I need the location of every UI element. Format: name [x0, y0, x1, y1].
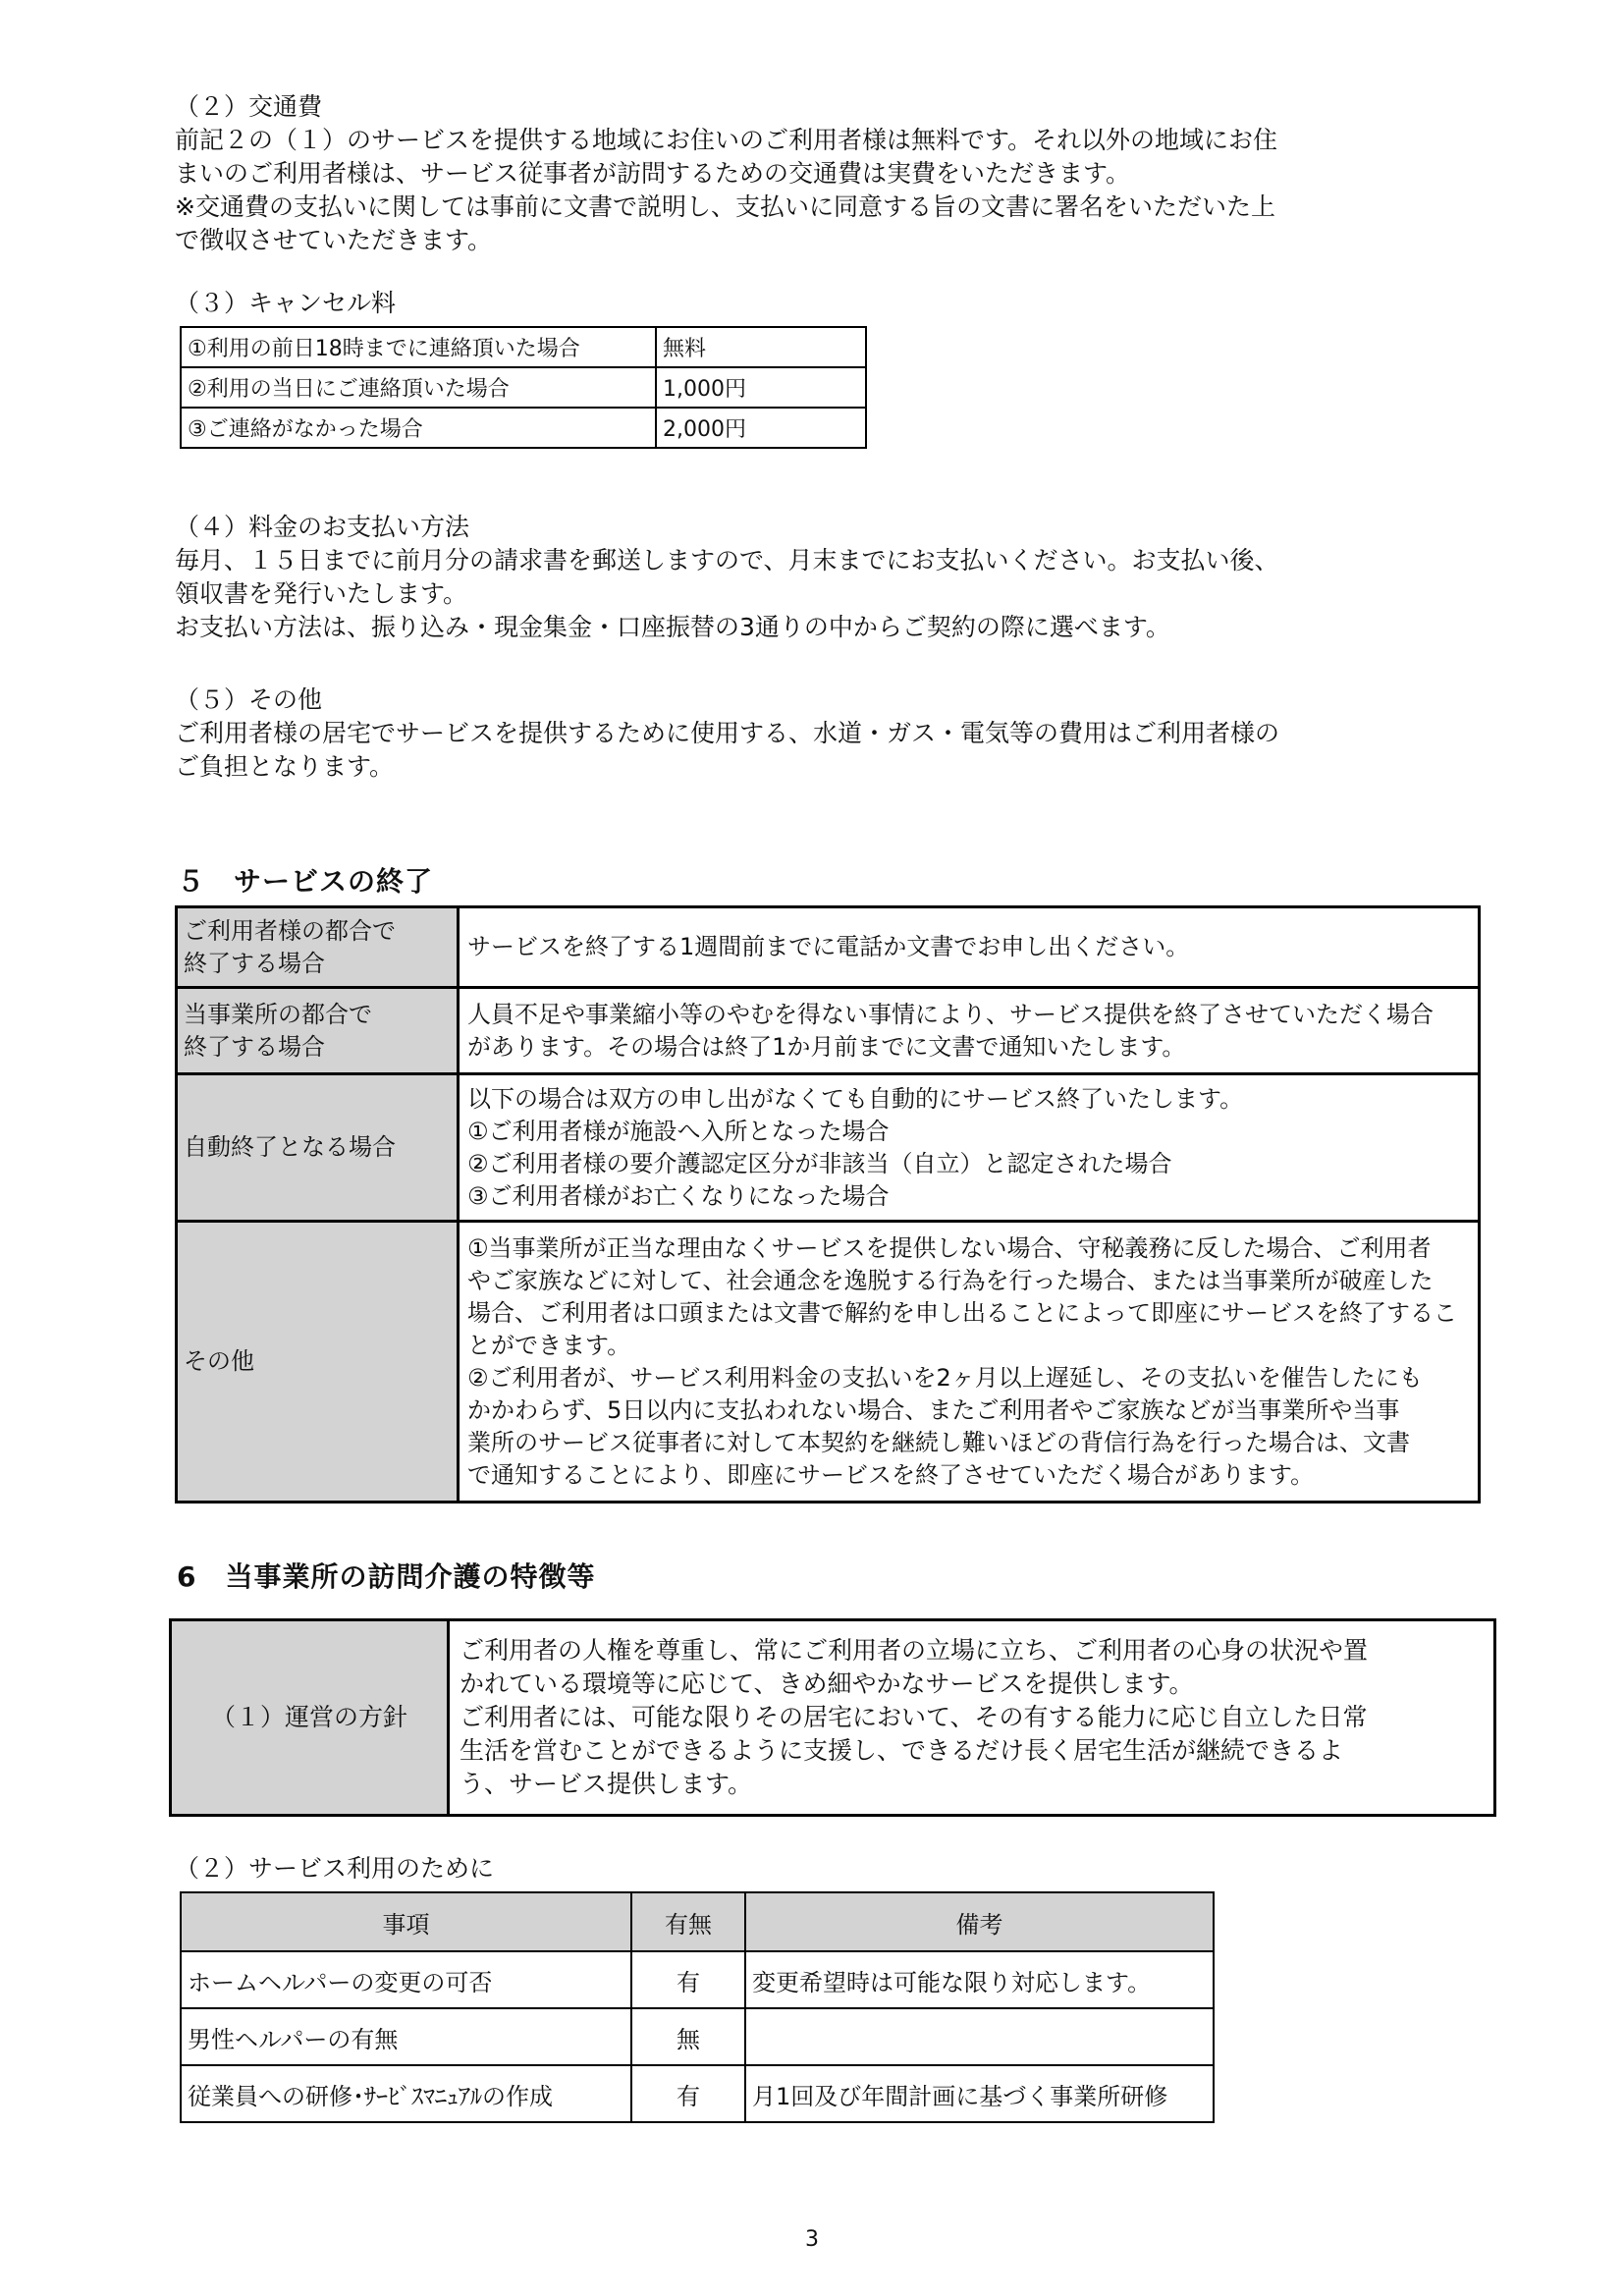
- cancel-condition: ③ご連絡がなかった場合: [181, 408, 656, 448]
- other-line: ご利用者様の居宅でサービスを提供するために使用する、水道・ガス・電気等の費用はご利用者様の: [175, 719, 1280, 747]
- section6-title: 6 当事業所の訪問介護の特徴等: [177, 1560, 596, 1593]
- table-row: [171, 1620, 1495, 1816]
- termination-detail: ①当事業所が正当な理由なくサービスを提供しない場合、守秘義務に反した場合、ご利用者 やご家族などに対して、社会通念を逸脱する行為を行った場合、または当事業所が破産した 場合、ご利用者は口頭または文書で解約を申し出ることによって即座にサービスを終了するこ とができます。 ②ご利用者が、サービス利用料金の支払いを2ヶ月以上遅延し、その支払いを催告したにも かかわらず、5日以内に支払われない場合、またご利用者やご家族などが当事業所や当事 業所のサービス従事者に対して本契約を継続し難いほどの背信行為を行った場合は、文書 で通知することにより、即座にサービスを終了させていただく場合があります。: [459, 1222, 1480, 1503]
- table-row: [177, 1222, 1480, 1503]
- table-row: [181, 2008, 1214, 2065]
- policy-table: [169, 1618, 1496, 1817]
- payment-heading: （４）料金のお支払い方法: [175, 513, 470, 541]
- termination-table: [175, 905, 1481, 1503]
- column-header: 事項: [181, 1892, 631, 1951]
- service-note: [745, 2008, 1214, 2065]
- transport-line: 前記２の（１）のサービスを提供する地域にお住いのご利用者様は無料です。それ以外の地域にお住: [175, 126, 1278, 154]
- service-note: 月1回及び年間計画に基づく事業所研修: [745, 2065, 1214, 2122]
- other-section: [175, 683, 1481, 784]
- policy-heading: （１）運営の方針: [171, 1620, 449, 1816]
- payment-section: [175, 511, 1481, 644]
- table-row: [177, 1074, 1480, 1222]
- table-row: [177, 988, 1480, 1074]
- table-header-row: [181, 1892, 1214, 1951]
- cancel-fee-table: [180, 326, 867, 449]
- termination-case: その他: [177, 1222, 459, 1503]
- table-row: [181, 2065, 1214, 2122]
- transport-section: [175, 90, 1481, 257]
- service-availability: 有: [631, 2065, 745, 2122]
- section5-title: ５ サービスの終了: [177, 865, 434, 898]
- payment-line: お支払い方法は、振り込み・現金集金・口座振替の3通りの中からご契約の際に選べます。: [175, 613, 1170, 641]
- termination-detail: 人員不足や事業縮小等のやむを得ない事情により、サービス提供を終了させていただく場合 があります。その場合は終了1か月前までに文書で通知いたします。: [459, 988, 1480, 1074]
- cancel-heading-block: [175, 287, 1481, 320]
- cancel-condition: ①利用の前日18時までに連絡頂いた場合: [181, 327, 656, 367]
- service-item: ホームヘルパーの変更の可否: [181, 1951, 631, 2008]
- termination-case: 自動終了となる場合: [177, 1074, 459, 1222]
- payment-line: 領収書を発行いたします。: [175, 579, 468, 608]
- table-row: [177, 907, 1480, 988]
- cancel-fee: 1,000円: [656, 367, 866, 408]
- service-availability: 無: [631, 2008, 745, 2065]
- termination-case: ご利用者様の都合で 終了する場合: [177, 907, 459, 988]
- transport-heading: （２）交通費: [175, 92, 323, 121]
- column-header: 有無: [631, 1892, 745, 1951]
- service-table: [180, 1891, 1215, 2123]
- cancel-condition: ②利用の当日にご連絡頂いた場合: [181, 367, 656, 408]
- service-heading-block: [175, 1852, 1481, 1886]
- other-line: ご負担となります。: [175, 752, 395, 781]
- service-item: 従業員への研修･ｻｰﾋﾞｽﾏﾆｭｱﾙの作成: [181, 2065, 631, 2122]
- termination-case: 当事業所の都合で 終了する場合: [177, 988, 459, 1074]
- service-item: 男性ヘルパーの有無: [181, 2008, 631, 2065]
- other-heading: （５）その他: [175, 685, 323, 714]
- page-number: 3: [805, 2227, 819, 2252]
- service-heading: （２）サービス利用のために: [175, 1854, 495, 1883]
- cancel-fee: 2,000円: [656, 408, 866, 448]
- cancel-heading: （３）キャンセル料: [175, 289, 397, 317]
- transport-line: で徴収させていただきます。: [175, 226, 493, 254]
- transport-line: まいのご利用者様は、サービス従事者が訪問するための交通費は実費をいただきます。: [175, 159, 1131, 188]
- cancel-fee: 無料: [656, 327, 866, 367]
- termination-detail: サービスを終了する1週間前までに電話か文書でお申し出ください。: [459, 907, 1480, 988]
- table-row: [181, 327, 866, 367]
- payment-line: 毎月、１５日までに前月分の請求書を郵送しますので、月末までにお支払いください。お支払い後、: [175, 546, 1279, 574]
- transport-line: ※交通費の支払いに関しては事前に文書で説明し、支払いに同意する旨の文書に署名をいただいた上: [175, 192, 1275, 221]
- policy-body: ご利用者の人権を尊重し、常にご利用者の立場に立ち、ご利用者の心身の状況や置 かれている環境等に応じて、きめ細やかなサービスを提供します。 ご利用者には、可能な限りその居宅において、その有する能力に応じ自立した日常 生活を営むことができるように支援し、できるだけ長く居宅生活が継続できるよ う、サービス提供します。: [449, 1620, 1495, 1816]
- column-header: 備考: [745, 1892, 1214, 1951]
- service-note: 変更希望時は可能な限り対応します。: [745, 1951, 1214, 2008]
- service-availability: 有: [631, 1951, 745, 2008]
- table-row: [181, 367, 866, 408]
- table-row: [181, 1951, 1214, 2008]
- termination-detail: 以下の場合は双方の申し出がなくても自動的にサービス終了いたします。 ①ご利用者様が施設へ入所となった場合 ②ご利用者様の要介護認定区分が非該当（自立）と認定された場合 ③ご利用者様がお亡くなりになった場合: [459, 1074, 1480, 1222]
- table-row: [181, 408, 866, 448]
